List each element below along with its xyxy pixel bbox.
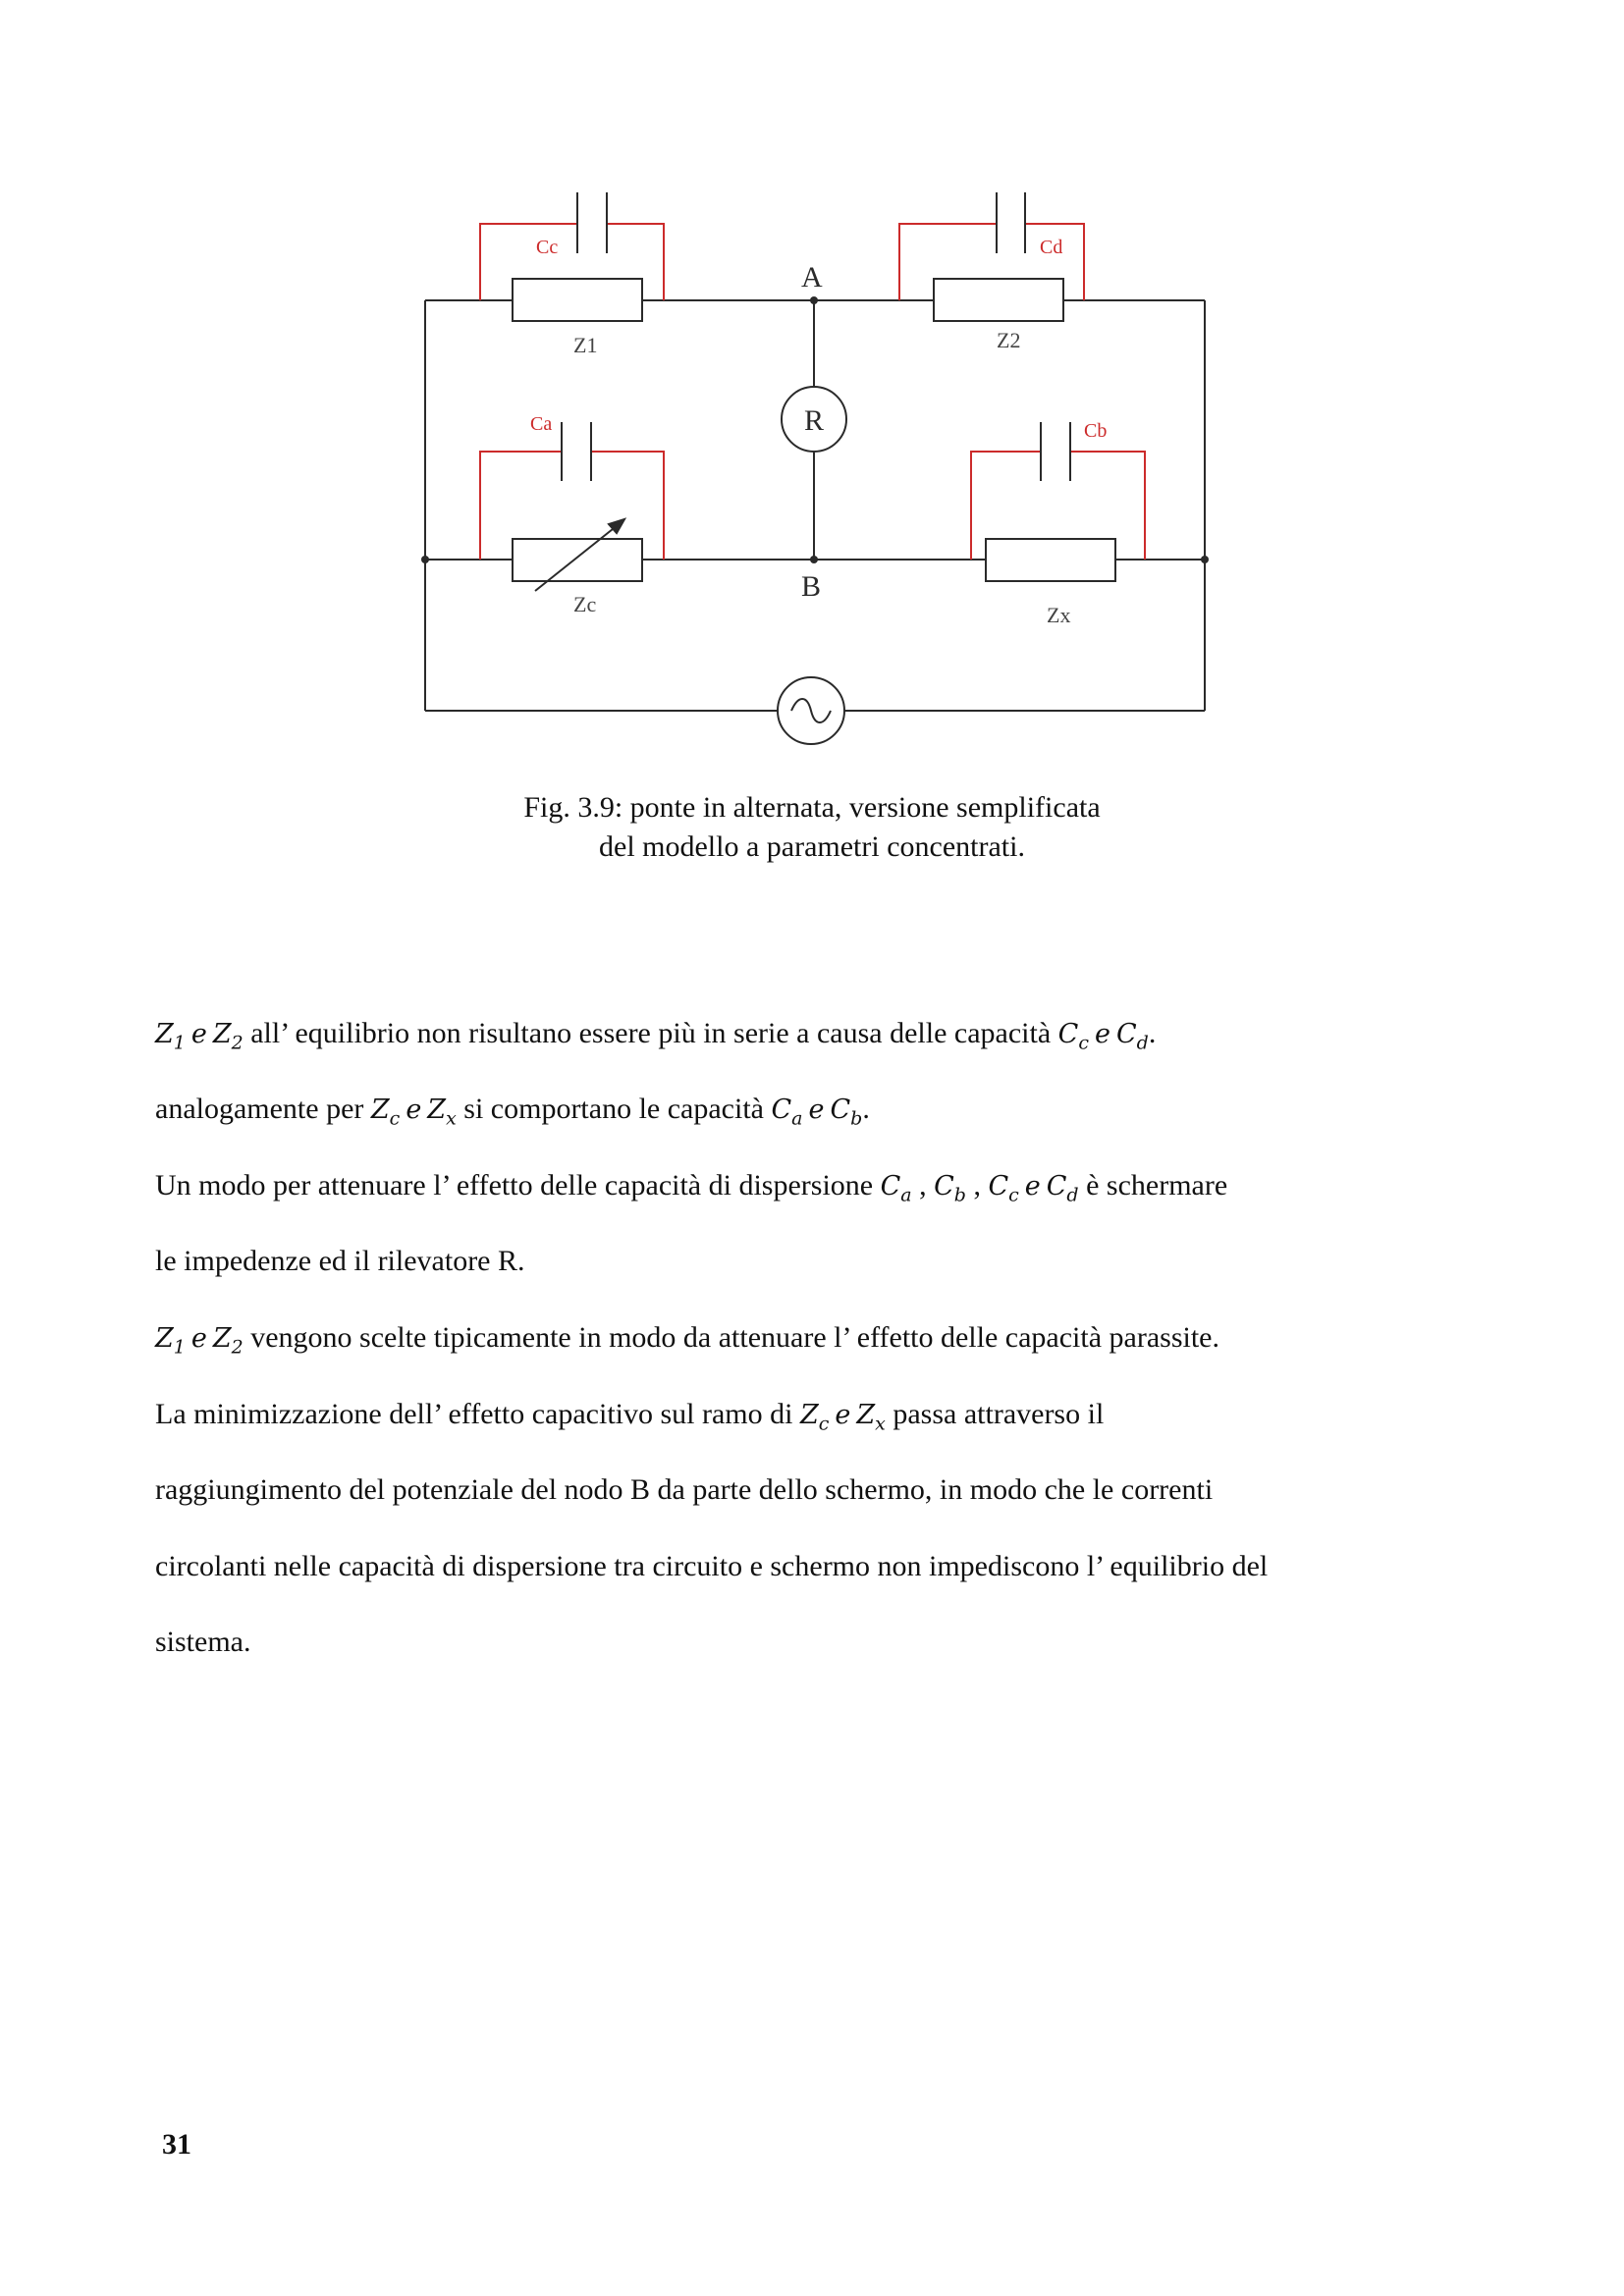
- zc-label: Zc: [573, 592, 597, 616]
- math-cb: $C_b$: [830, 1095, 863, 1130]
- math-z2: $Z_2$: [212, 1323, 244, 1359]
- text-run: .: [1148, 1017, 1157, 1049]
- paragraph-8: circolanti nelle capacità di dispersione tra circuito e schermo non impediscono l’ equilibrio del: [155, 1550, 1269, 1582]
- zx-resistor: [986, 539, 1115, 581]
- cb-label: Cb: [1084, 420, 1108, 442]
- math-zx: $Z_x$: [856, 1400, 886, 1435]
- node-b-dot: [810, 556, 818, 563]
- math-e: e: [190, 1019, 207, 1049]
- math-cc: $C_c$: [988, 1171, 1019, 1206]
- text-run: vengono scelte tipicamente in modo da attenuare l’ effetto delle capacità parassite.: [243, 1321, 1219, 1354]
- detector-label: R: [804, 404, 825, 437]
- paragraph-5: [155, 1321, 1219, 1358]
- paragraph-1: [155, 1017, 1156, 1053]
- math-zx: $Z_x$: [427, 1095, 457, 1130]
- math-z2: $Z_2$: [212, 1019, 244, 1054]
- paragraph-3: [155, 1169, 1227, 1205]
- bridge-circuit-diagram: [0, 0, 1624, 785]
- math-zc: $Z_c$: [799, 1400, 830, 1435]
- paragraph-4: le impedenze ed il rilevatore R.: [155, 1245, 525, 1277]
- figure-caption-line-2: del modello a parametri concentrati.: [599, 830, 1025, 863]
- text-run: ,: [911, 1169, 935, 1201]
- math-cb: $C_b$: [934, 1171, 966, 1206]
- z1-label: Z1: [573, 333, 598, 357]
- node-left-dot: [421, 556, 429, 563]
- math-z1: $Z_1$: [155, 1019, 186, 1054]
- zc-variable-resistor: [513, 539, 642, 581]
- text-run: analogamente per: [155, 1093, 371, 1125]
- text-run: all’ equilibrio non risultano essere più in serie a causa delle capacità: [243, 1017, 1058, 1049]
- cd-label: Cd: [1040, 237, 1063, 258]
- math-e: e: [190, 1323, 207, 1354]
- math-e: e: [1094, 1019, 1110, 1049]
- math-zc: $Z_c$: [370, 1095, 401, 1130]
- math-e: e: [808, 1095, 825, 1125]
- text-run: Un modo per attenuare l’ effetto delle capacità di dispersione: [155, 1169, 881, 1201]
- paragraph-7: raggiungimento del potenziale del nodo B da parte dello schermo, in modo che le correnti: [155, 1473, 1214, 1506]
- text-run: .: [862, 1093, 870, 1125]
- node-a-dot: [810, 296, 818, 304]
- z2-label: Z2: [997, 328, 1021, 352]
- text-run: passa attraverso il: [885, 1398, 1105, 1430]
- paragraph-9: sistema.: [155, 1626, 251, 1658]
- zx-label: Zx: [1047, 603, 1071, 627]
- text-run: ,: [965, 1169, 989, 1201]
- math-ca: $C_a$: [880, 1171, 912, 1206]
- math-e: e: [1024, 1171, 1041, 1201]
- node-a-label: A: [801, 261, 823, 294]
- text-run: La minimizzazione dell’ effetto capacitivo sul ramo di: [155, 1398, 800, 1430]
- math-cd: $C_d$: [1046, 1171, 1079, 1206]
- cc-label: Cc: [536, 237, 559, 258]
- math-e: e: [406, 1095, 422, 1125]
- ca-label: Ca: [530, 413, 553, 435]
- z1-resistor: [513, 279, 642, 321]
- page-number: 31: [162, 2128, 191, 2161]
- z2-resistor: [934, 279, 1063, 321]
- text-run: si comportano le capacità: [456, 1093, 772, 1125]
- node-b-label: B: [801, 570, 822, 603]
- figure-caption-line-1: Fig. 3.9: ponte in alternata, versione semplificata: [523, 791, 1101, 824]
- node-right-dot: [1201, 556, 1209, 563]
- math-cc: $C_c$: [1057, 1019, 1089, 1054]
- paragraph-2: [155, 1093, 870, 1129]
- math-e: e: [835, 1400, 851, 1430]
- math-z1: $Z_1$: [155, 1323, 186, 1359]
- paragraph-6: [155, 1398, 1104, 1434]
- text-run: è schermare: [1078, 1169, 1228, 1201]
- math-cd: $C_d$: [1115, 1019, 1149, 1054]
- math-ca: $C_a$: [771, 1095, 803, 1130]
